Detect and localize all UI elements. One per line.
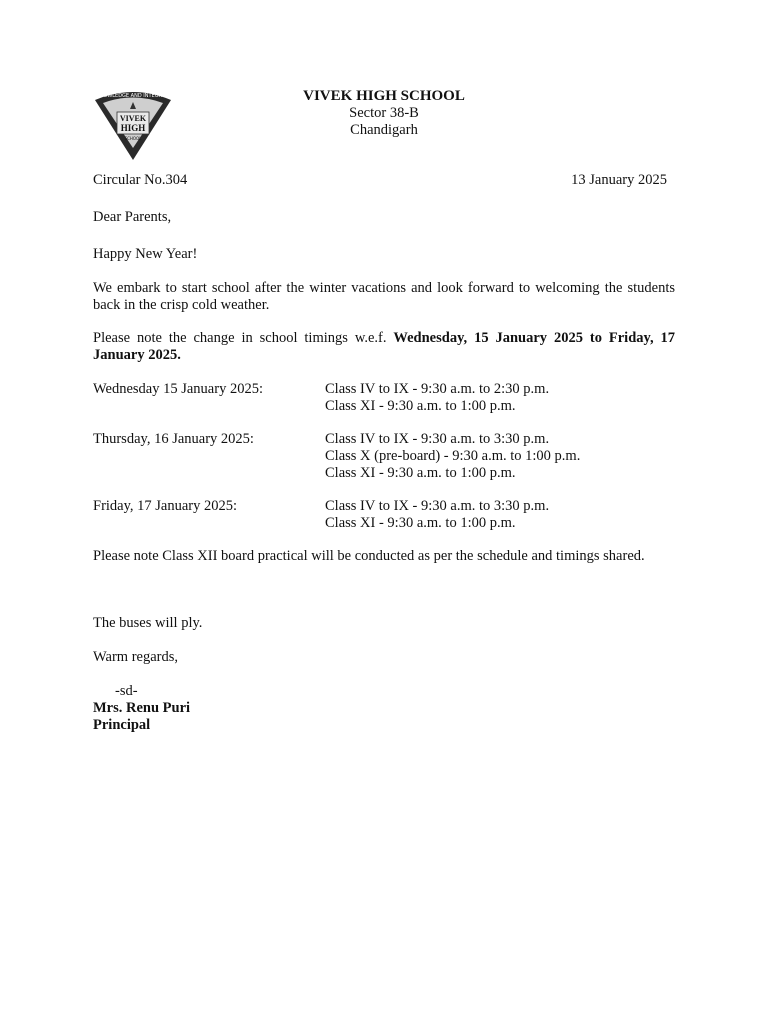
schedule-line: Class XI - 9:30 a.m. to 1:00 p.m. <box>325 515 516 531</box>
signatory-name: Mrs. Renu Puri <box>93 700 191 716</box>
intro-paragraph: We embark to start school after the winter vacations and look forward to welcoming the students back in the crisp cold weather. <box>93 280 675 313</box>
schedule-line: Class IV to IX - 9:30 a.m. to 3:30 p.m. <box>325 498 550 514</box>
school-name: VIVEK HIGH SCHOOL <box>303 88 465 104</box>
logo-motto: KNOWLEDGE AND INTEGRITY <box>96 93 170 99</box>
school-city: Chandigarh <box>350 122 418 138</box>
circular-page <box>93 0 675 1024</box>
letterhead <box>93 88 675 139</box>
closing: Warm regards, <box>93 649 178 665</box>
schedule-day: Thursday, 16 January 2025: <box>93 431 254 447</box>
signature-block <box>93 683 675 734</box>
practical-note: Please note Class XII board practical will be conducted as per the schedule and timings shared. <box>93 548 645 564</box>
schedule-line: Class XI - 9:30 a.m. to 1:00 p.m. <box>325 465 516 481</box>
greeting: Happy New Year! <box>93 246 198 262</box>
circular-meta <box>93 172 667 189</box>
circular-date: 13 January 2025 <box>571 172 667 188</box>
logo-word-3: SCHOOL <box>124 136 142 141</box>
timing-note-text: Please note the change in school timings w.e.f. <box>93 330 394 346</box>
schedule-day: Friday, 17 January 2025: <box>93 498 238 514</box>
schedule-times <box>325 498 549 532</box>
timing-note-dates: Wednesday, 15 January 2025 to Friday, 17 January 2025. <box>93 330 675 363</box>
schedule-line: Class IV to IX - 9:30 a.m. to 3:30 p.m. <box>325 431 550 447</box>
salutation: Dear Parents, <box>93 209 172 225</box>
circular-number: Circular No.304 <box>93 172 188 188</box>
schedule-day: Wednesday 15 January 2025: <box>93 381 263 397</box>
signature-sd: -sd- <box>115 683 138 699</box>
schedule-line: Class IV to IX - 9:30 a.m. to 2:30 p.m. <box>325 381 550 397</box>
schedule-line: Class X (pre-board) - 9:30 a.m. to 1:00 p.m. <box>325 448 581 464</box>
schedule-line: Class XI - 9:30 a.m. to 1:00 p.m. <box>325 398 516 414</box>
schedule-times <box>325 381 549 415</box>
logo-word-2: HIGH <box>120 123 146 133</box>
buses-note: The buses will ply. <box>93 615 203 631</box>
signatory-title: Principal <box>93 717 151 733</box>
timing-change-paragraph <box>93 330 675 364</box>
school-sector: Sector 38-B <box>349 105 419 121</box>
schedule-times <box>325 431 580 482</box>
logo-word-1: VIVEK <box>119 114 147 123</box>
